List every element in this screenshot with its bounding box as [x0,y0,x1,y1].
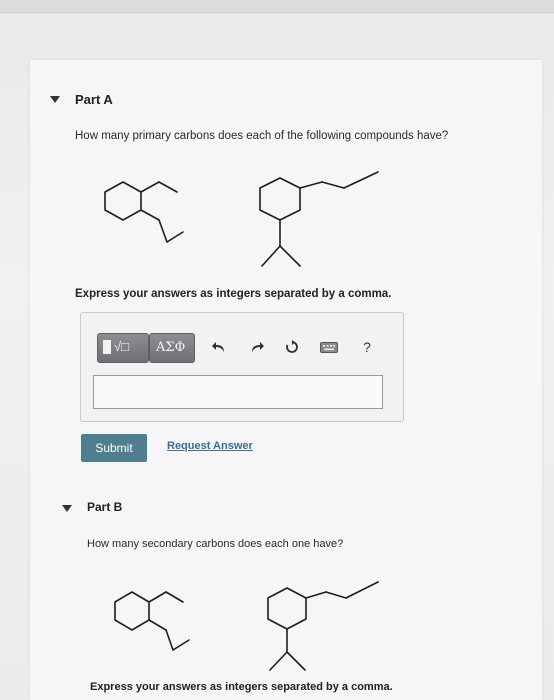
caret-down-icon[interactable] [62,505,72,512]
molecule-b2 [258,572,388,682]
caret-down-icon[interactable] [50,96,60,103]
part-b-instruction: Express your answers as integers separated by a comma. [90,681,393,693]
molecule-a1 [95,160,205,260]
help-icon[interactable]: ? [363,339,371,355]
molecule-a2 [250,160,390,280]
answer-input[interactable] [93,375,383,409]
redo-icon[interactable] [245,335,269,359]
undo-icon[interactable] [207,335,231,359]
reset-icon[interactable] [280,335,304,359]
browser-top-bar [0,0,554,13]
request-answer-link[interactable]: Request Answer [167,440,253,452]
template-label: √□ [114,339,129,354]
submit-button[interactable]: Submit [81,434,147,462]
part-a-title[interactable]: Part A [75,92,113,107]
greek-symbols-button[interactable] [149,333,195,363]
part-a-instruction: Express your answers as integers separated by a comma. [75,288,392,300]
keyboard-icon[interactable] [317,335,341,359]
part-b-question: How many secondary carbons does each one have? [87,538,344,550]
template-icon [103,340,111,354]
molecule-b1 [105,572,215,672]
part-b-title[interactable]: Part B [87,500,123,514]
template-button[interactable] [97,333,149,363]
answer-editor [80,312,404,422]
part-a-question: How many primary carbons does each of the following compounds have? [75,130,449,142]
greek-symbols-icon: ΑΣΦ [156,340,186,355]
